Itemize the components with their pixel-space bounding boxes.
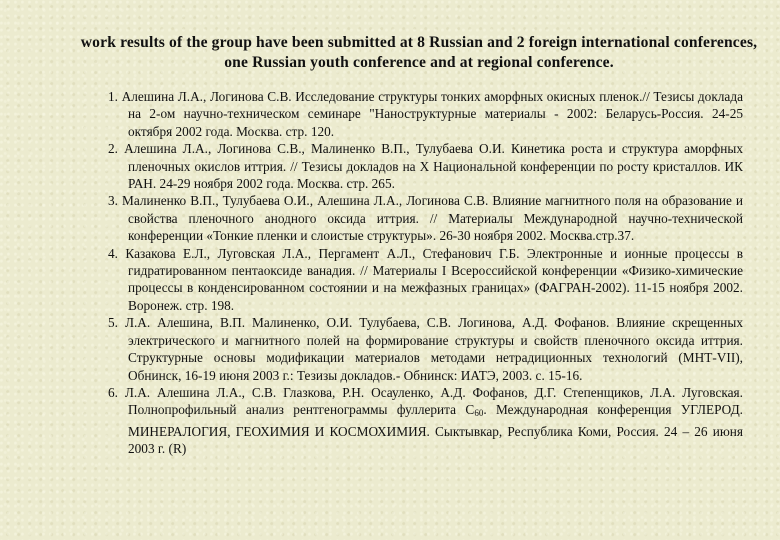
reference-list bbox=[100, 88, 743, 458]
list-item bbox=[100, 314, 743, 384]
list-item-text-after: . Международная конференция УГЛЕРОД. МИНЕРАЛОГИЯ, ГЕОХИМИЯ И КОСМОХИМИЯ. Сыктывкар, Республика Коми, Россия. 24 – 26 июня 2003 г. (R) bbox=[128, 402, 743, 457]
list-item-number: 1. bbox=[108, 89, 118, 104]
list-item-text-before: Л.А. Алешина Л.А., С.В. Глазкова, Р.Н. Осауленко, А.Д. Фофанов, Д.Г. Степенщиков, Л.А. Луговская. Полнопрофильный анализ рентгенограммы фуллерита С bbox=[124, 384, 743, 418]
list-item bbox=[100, 88, 743, 140]
list-item-text: Казакова Е.Л., Луговская Л.А., Пергамент А.Л., Стефанович Г.Б. Электронные и ионные процессы в гидратированном пентаоксиде ванадия. // Материалы I Всероссийской конференции «Физико-химические процессы в конденсированном состоянии и на межфазных границах» (ФАГРАН-2002). 11-15 ноября 2002. Воронеж. стр. 198. bbox=[125, 245, 743, 313]
list-item bbox=[100, 384, 743, 458]
list-item bbox=[100, 140, 743, 192]
list-item-number: 2. bbox=[108, 141, 118, 157]
list-item-number: 5. bbox=[108, 315, 118, 331]
list-item-number: 3. bbox=[108, 193, 118, 209]
list-item-text: Алешина Л.А., Логинова С.В., Малиненко В.П., Тулубаева О.И. Кинетика роста и структура аморфных пленочных окислов иттрия. // Тезисы докладов на X Национальной конференции по росту кристаллов. ИК РАН. 24-29 ноября 2002 года. Москва. стр. 265. bbox=[124, 141, 743, 192]
list-item bbox=[100, 192, 743, 244]
slide-heading: work results of the group have been submitted at 8 Russian and 2 foreign international conferences, one Russian youth conference and at regional conference. bbox=[80, 34, 758, 71]
list-item-text: Малиненко В.П., Тулубаева О.И., Алешина Л.А., Логинова С.В. Влияние магнитного поля на образование и свойства пленочного анодного оксида иттрия. // Материалы Международной научно-технической конференции «Тонкие пленки и слоистые структуры». 26-30 ноября 2002. Москва.стр.37. bbox=[122, 193, 743, 244]
list-item-text: Алешина Л.А., Логинова С.В. Исследование структуры тонких аморфных окисных пленок.// Тезисы доклада на 2-ом научно-техническом семинаре "Наноструктурные материалы - 2002: Беларусь-Россия. 24-25 октября 2002 года. Москва. стр. 120. bbox=[121, 89, 743, 139]
list-item bbox=[100, 245, 743, 315]
list-item-text: Л.А. Алешина, В.П. Малиненко, О.И. Тулубаева, С.В. Логинова, А.Д. Фофанов. Влияние скрещенных электрического и магнитного полей на формирование структуры и свойств пленочного оксида иттрия. Структурные основы модификации материалов методами нетрадиционных технологий (МНТ-VII), Обнинск, 16-19 июня 2003 г.: Тезизы докладов.- Обнинск: ИАТЭ, 2003. с. 15-16. bbox=[124, 315, 743, 383]
list-item-number: 6. bbox=[108, 384, 118, 400]
list-item-text bbox=[125, 385, 743, 456]
list-item-number: 4. bbox=[108, 245, 118, 261]
subscript-60: 60 bbox=[474, 408, 484, 419]
